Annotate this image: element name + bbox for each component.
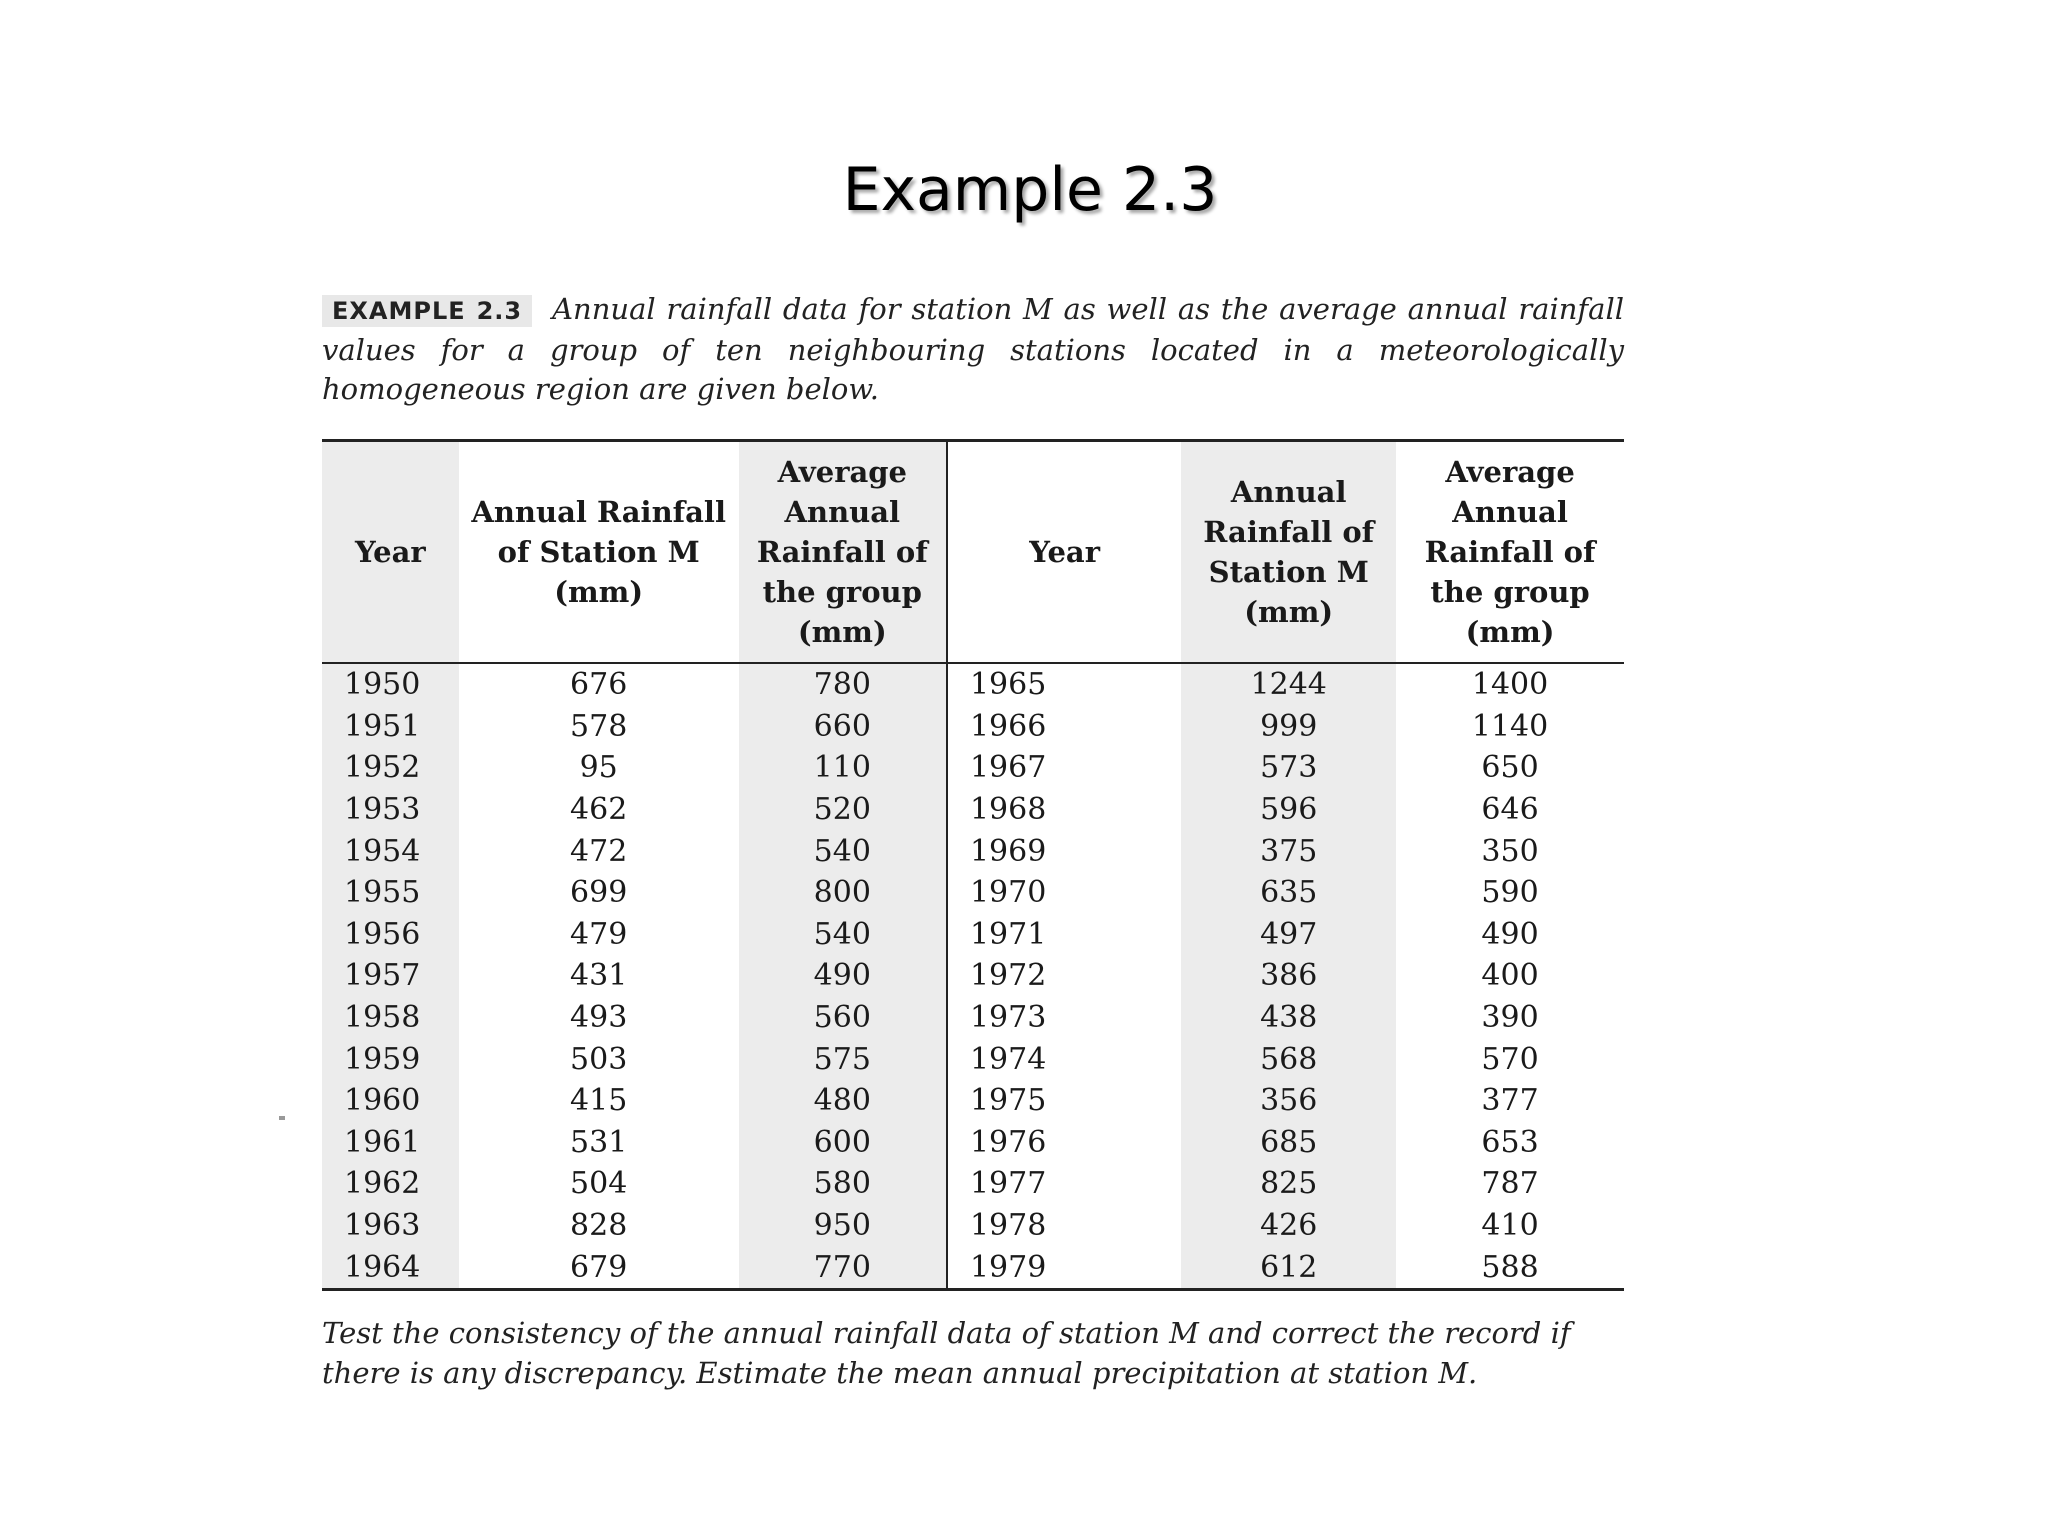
table-cell: 390 xyxy=(1481,1000,1539,1036)
column-header: Year xyxy=(947,441,1181,664)
table-cell: 1975 xyxy=(969,1083,1047,1119)
table-cell: 438 xyxy=(1181,997,1396,1039)
table-cell: 1960 xyxy=(322,1080,459,1122)
table-cell: 1952 xyxy=(322,747,459,789)
table-cell: 377 xyxy=(1481,1083,1539,1119)
table-row xyxy=(322,955,1624,997)
table-cell: 531 xyxy=(570,1124,628,1160)
table-cell: 400 xyxy=(1481,958,1539,994)
table-cell: 1978 xyxy=(969,1208,1047,1244)
table-cell: 350 xyxy=(1481,833,1539,869)
table-cell: 676 xyxy=(570,667,628,703)
table-cell: 600 xyxy=(739,1122,947,1164)
table-body xyxy=(322,663,1624,1289)
table-cell: 560 xyxy=(739,997,947,1039)
table-cell: 490 xyxy=(1481,916,1539,952)
table-cell: 596 xyxy=(1181,789,1396,831)
column-header: Year xyxy=(322,441,459,664)
column-header: Annual Rainfall of Station M (mm) xyxy=(459,441,739,664)
table-cell: 1970 xyxy=(969,875,1047,911)
table-row xyxy=(322,1080,1624,1122)
table-cell: 1966 xyxy=(969,708,1047,744)
problem-question: Test the consistency of the annual rainfall data of station M and correct the record if there is any discrepancy. Estimate the mean annual precipitation at station M. xyxy=(322,1315,1571,1390)
table-row xyxy=(322,1038,1624,1080)
table-cell: 493 xyxy=(570,1000,628,1036)
table-cell: 800 xyxy=(739,872,947,914)
table-cell: 375 xyxy=(1181,830,1396,872)
table-cell: 503 xyxy=(570,1041,628,1077)
table-cell: 660 xyxy=(739,706,947,748)
table-cell: 578 xyxy=(570,708,628,744)
table-row xyxy=(322,997,1624,1039)
table-cell: 780 xyxy=(739,663,947,706)
table-cell: 1973 xyxy=(969,1000,1047,1036)
column-header: Average Annual Rainfall of the group (mm) xyxy=(1396,441,1624,664)
table-cell: 1965 xyxy=(969,667,1047,703)
table-cell: 1951 xyxy=(322,706,459,748)
table-cell: 1969 xyxy=(969,833,1047,869)
table-cell: 573 xyxy=(1181,747,1396,789)
example-label: EXAMPLE 2.3 xyxy=(322,295,532,327)
table-cell: 415 xyxy=(570,1083,628,1119)
table-row xyxy=(322,663,1624,706)
table-cell: 999 xyxy=(1181,706,1396,748)
table-cell: 497 xyxy=(1181,914,1396,956)
table-row xyxy=(322,1122,1624,1164)
table-cell: 575 xyxy=(739,1038,947,1080)
table-cell: 699 xyxy=(570,875,628,911)
table-cell: 1955 xyxy=(322,872,459,914)
table-row xyxy=(322,1205,1624,1247)
table-cell: 1140 xyxy=(1471,708,1549,744)
table-cell: 1959 xyxy=(322,1038,459,1080)
table-cell: 590 xyxy=(1481,875,1539,911)
table-cell: 1963 xyxy=(322,1205,459,1247)
table-row xyxy=(322,706,1624,748)
table-cell: 490 xyxy=(739,955,947,997)
table-cell: 580 xyxy=(739,1163,947,1205)
stray-mark xyxy=(279,1116,285,1120)
table-cell: 1961 xyxy=(322,1122,459,1164)
table-cell: 1954 xyxy=(322,830,459,872)
table-cell: 110 xyxy=(739,747,947,789)
table-cell: 1979 xyxy=(969,1249,1047,1285)
table-cell: 540 xyxy=(739,914,947,956)
table-cell: 479 xyxy=(570,916,628,952)
table-header-row xyxy=(322,441,1624,664)
table-cell: 646 xyxy=(1481,792,1539,828)
table-cell: 787 xyxy=(1481,1166,1539,1202)
table-cell: 1964 xyxy=(322,1246,459,1289)
table-cell: 950 xyxy=(739,1205,947,1247)
table-cell: 1971 xyxy=(969,916,1047,952)
table-cell: 1244 xyxy=(1181,663,1396,706)
table-cell: 1962 xyxy=(322,1163,459,1205)
table-row xyxy=(322,914,1624,956)
table-cell: 828 xyxy=(570,1208,628,1244)
table-cell: 650 xyxy=(1481,750,1539,786)
table-cell: 520 xyxy=(739,789,947,831)
table-row xyxy=(322,747,1624,789)
table-cell: 570 xyxy=(1481,1041,1539,1077)
table-cell: 568 xyxy=(1181,1038,1396,1080)
column-header: Annual Rainfall of Station M (mm) xyxy=(1181,441,1396,664)
table-row xyxy=(322,789,1624,831)
table-cell: 1967 xyxy=(969,750,1047,786)
rainfall-table xyxy=(322,439,1624,1291)
table-cell: 95 xyxy=(579,750,618,786)
table-cell: 410 xyxy=(1481,1208,1539,1244)
table-cell: 588 xyxy=(1481,1249,1539,1285)
table-cell: 1968 xyxy=(969,792,1047,828)
table-row xyxy=(322,1163,1624,1205)
table-cell: 770 xyxy=(739,1246,947,1289)
table-row xyxy=(322,830,1624,872)
table-cell: 504 xyxy=(570,1166,628,1202)
slide-title: Example 2.3 xyxy=(842,155,1218,225)
table-cell: 426 xyxy=(1181,1205,1396,1247)
table-cell: 356 xyxy=(1181,1080,1396,1122)
table-row xyxy=(322,872,1624,914)
table-cell: 653 xyxy=(1481,1124,1539,1160)
textbook-scan xyxy=(322,290,1624,1393)
table-cell: 1958 xyxy=(322,997,459,1039)
problem-intro-text: Annual rainfall data for station M as well as the average annual rainfall values for a group of ten neighbouring stations located in a meteorologically homogeneous region are given below. xyxy=(322,292,1624,406)
table-cell: 462 xyxy=(570,792,628,828)
table-cell: 612 xyxy=(1181,1246,1396,1289)
table-cell: 1400 xyxy=(1471,667,1549,703)
table-cell: 635 xyxy=(1181,872,1396,914)
table-cell: 679 xyxy=(570,1249,628,1285)
table-cell: 685 xyxy=(1181,1122,1396,1164)
table-cell: 1972 xyxy=(969,958,1047,994)
table-cell: 1977 xyxy=(969,1166,1047,1202)
table-cell: 431 xyxy=(570,958,628,994)
table-cell: 825 xyxy=(1181,1163,1396,1205)
column-header: Average Annual Rainfall of the group (mm) xyxy=(739,441,947,664)
problem-intro xyxy=(322,290,1624,409)
table-cell: 1953 xyxy=(322,789,459,831)
table-cell: 1976 xyxy=(969,1124,1047,1160)
table-cell: 1974 xyxy=(969,1041,1047,1077)
table-cell: 386 xyxy=(1181,955,1396,997)
table-cell: 480 xyxy=(739,1080,947,1122)
table-row xyxy=(322,1246,1624,1289)
table-cell: 1957 xyxy=(322,955,459,997)
table-cell: 1956 xyxy=(322,914,459,956)
table-cell: 472 xyxy=(570,833,628,869)
table-cell: 1950 xyxy=(322,663,459,706)
table-cell: 540 xyxy=(739,830,947,872)
